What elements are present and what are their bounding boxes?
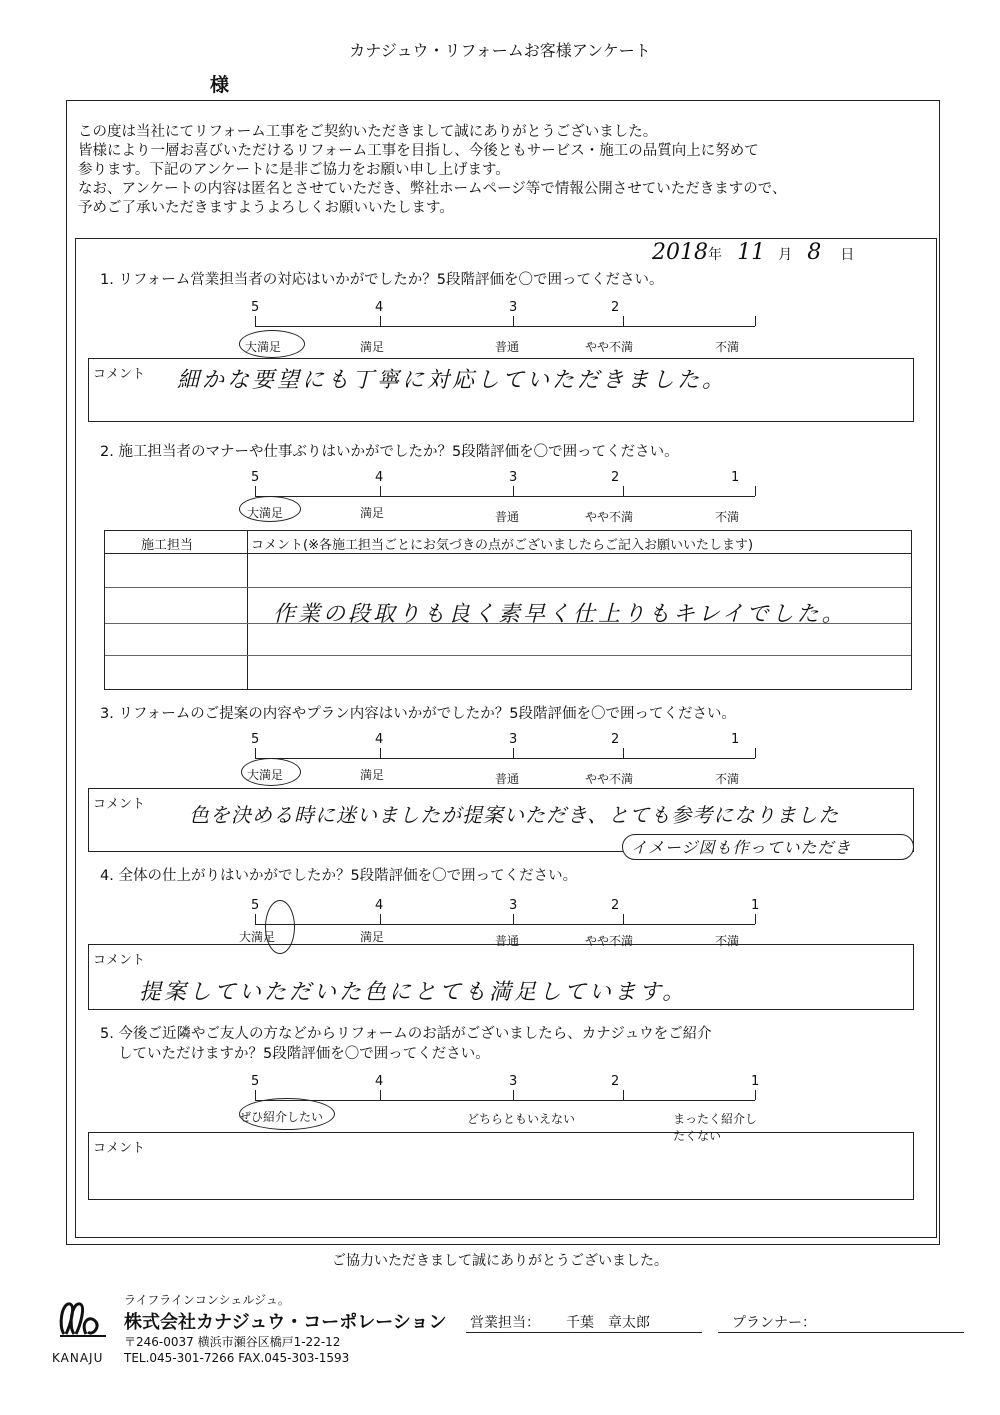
thanks-message: ご協力いただきまして誠にありがとうございました。 [332, 1253, 668, 1269]
scale-label: 大満足 [247, 506, 284, 520]
scale-number: 2 [611, 898, 620, 913]
footer-company-name: 株式会社カナジュウ・コーポレーション [124, 1312, 447, 1333]
comment-text-4: 提案していただいた色にとても満足しています。 [139, 980, 688, 1005]
scale-number: 2 [611, 300, 620, 315]
comment-label: コメント [93, 953, 146, 968]
table-column-divider [247, 531, 248, 689]
question-3: 3. リフォームのご提案の内容やプラン内容はいかがでしたか？5段階評価を〇で囲ってください。 [100, 706, 736, 722]
scale-number: 5 [251, 1074, 260, 1089]
selected-rating-circle [241, 758, 301, 786]
scale-label: どちらともいえない [467, 1112, 576, 1126]
scale-tick [380, 914, 381, 924]
table-header-comment: コメント(※各施工担当ごとにお気づきの点がございましたらご記入お願いいたします) [251, 538, 754, 553]
intro-line: 皆様により一層お喜びいただけるリフォーム工事を目指し、今後ともサービス・施工の品質向上に努めて [78, 143, 759, 159]
date-year: 2018 [652, 240, 708, 265]
scale-tick [755, 914, 756, 924]
scale-label: やや不満 [585, 340, 634, 354]
scale-label: やや不満 [585, 934, 634, 948]
date-month: 11 [737, 240, 766, 265]
scale-label: 普通 [495, 510, 520, 524]
scale-tick [380, 316, 381, 326]
scale-number: 1 [731, 732, 740, 747]
rating-scale-1 [245, 300, 765, 360]
scale-tick [623, 316, 624, 326]
scale-line [255, 496, 755, 497]
scale-tick [623, 1090, 624, 1100]
question-5-line-2: していただけますか？5段階評価を〇で囲ってください。 [118, 1046, 490, 1062]
scale-label: やや不満 [585, 772, 634, 786]
comment-box-5 [88, 1132, 914, 1200]
scale-number: 3 [509, 898, 518, 913]
scale-number: 2 [611, 1074, 620, 1089]
intro-line: なお、アンケートの内容は匿名とさせていただき、弊社ホームページ等で情報公開させていただきますので、 [78, 181, 787, 197]
scale-number: 5 [251, 898, 260, 913]
comment-label: コメント [93, 367, 146, 382]
comment-text-2: 作業の段取りも良く素早く仕上りもキレイでした。 [273, 602, 847, 627]
intro-line: 予めご了承いただきますようよろしくお願いいたします。 [78, 200, 454, 216]
comment-text-1: 細かな要望にも丁寧に対応していただきました。 [177, 368, 728, 393]
scale-tick [380, 486, 381, 496]
scale-number: 3 [509, 732, 518, 747]
selected-rating-circle [239, 496, 301, 522]
scale-tick [513, 914, 514, 924]
scale-label: 満足 [360, 340, 385, 354]
question-1: 1. リフォーム営業担当者の対応はいかがでしたか？5段階評価を〇で囲ってください。 [100, 272, 664, 288]
survey-title: カナジュウ・リフォームお客様アンケート [349, 41, 651, 60]
date-day: 8 [807, 240, 822, 265]
scale-tick [513, 486, 514, 496]
scale-tick [255, 486, 256, 496]
comment-text-3: 色を決める時に迷いましたが提案いただき、とても参考になりました [189, 803, 840, 827]
customer-honorific: 様 [210, 74, 230, 96]
scale-label: ぜひ紹介したい [239, 1110, 324, 1124]
scale-number: 2 [611, 732, 620, 747]
scale-label: 不満 [715, 510, 740, 524]
footer-address: 〒246-0037 横浜市瀬谷区橋戸1-22-12 [124, 1335, 341, 1349]
planner-underline [718, 1332, 964, 1333]
scale-tick [255, 316, 256, 326]
comment-box-1 [88, 358, 914, 422]
scale-number: 1 [751, 1074, 760, 1089]
scale-number: 5 [251, 300, 260, 315]
scale-tick [380, 748, 381, 758]
scale-label: 不満 [715, 340, 740, 354]
scale-label: 満足 [360, 930, 385, 944]
scale-number: 4 [375, 470, 384, 485]
footer-brand: KANAJU [52, 1351, 104, 1365]
scale-number: 5 [251, 470, 260, 485]
scale-number: 4 [375, 898, 384, 913]
scale-label: 普通 [495, 934, 520, 948]
scale-number: 5 [251, 732, 260, 747]
scale-label: 満足 [360, 506, 385, 520]
scale-number: 1 [731, 470, 740, 485]
scale-number: 3 [509, 1074, 518, 1089]
rating-scale-3 [245, 732, 765, 792]
scale-tick [755, 748, 756, 758]
scale-tick [255, 748, 256, 758]
selected-rating-circle [239, 1098, 335, 1130]
sales-rep-underline [466, 1332, 702, 1333]
rating-scale-2 [245, 470, 765, 530]
comment-insert-bubble [622, 834, 914, 860]
scale-line [255, 326, 755, 327]
comment-box-4 [88, 944, 914, 1010]
scale-number: 1 [751, 898, 760, 913]
date-month-unit: 月 [778, 247, 793, 263]
scale-number: 2 [611, 470, 620, 485]
scale-line [255, 1100, 755, 1101]
scale-tick [623, 914, 624, 924]
scale-label: 不満 [715, 772, 740, 786]
scale-tick [513, 1090, 514, 1100]
scale-line [255, 758, 755, 759]
staff-comment-table [104, 530, 912, 690]
intro-line: 参ります。下記のアンケートに是非ご協力をお願い申し上げます。 [78, 162, 510, 178]
table-row-line [105, 587, 911, 588]
scale-label: 不満 [715, 934, 740, 948]
scale-number: 4 [375, 300, 384, 315]
footer-tagline: ライフラインコンシェルジュ。 [124, 1293, 290, 1307]
scale-number: 4 [375, 732, 384, 747]
scale-label: 大満足 [247, 768, 284, 782]
scale-tick [755, 316, 756, 326]
comment-label: コメント [93, 797, 146, 812]
scale-tick [255, 1090, 256, 1100]
scale-number: 4 [375, 1074, 384, 1089]
scale-tick [623, 486, 624, 496]
question-4: 4. 全体の仕上がりはいかがでしたか？5段階評価を〇で囲ってください。 [100, 868, 578, 884]
scale-tick [755, 1090, 756, 1100]
scale-number: 3 [509, 470, 518, 485]
scale-tick [513, 748, 514, 758]
scale-line [255, 924, 755, 925]
scale-label: やや不満 [585, 510, 634, 524]
scale-tick [513, 316, 514, 326]
footer-tel-fax: TEL.045-301-7266 FAX.045-303-1593 [124, 1351, 350, 1365]
question-2: 2. 施工担当者のマナーや仕事ぶりはいかがでしたか？5段階評価を〇で囲ってください。 [100, 444, 679, 460]
intro-line: この度は当社にてリフォーム工事をご契約いただきまして誠にありがとうございました。 [78, 124, 658, 140]
comment-label: コメント [93, 1141, 146, 1156]
scale-label: 大満足 [245, 340, 282, 354]
scale-tick [380, 1090, 381, 1100]
selected-rating-circle [239, 330, 305, 358]
date-day-unit: 日 [840, 247, 855, 263]
scale-label: 普通 [495, 340, 520, 354]
comment-insert-text: イメージ図も作っていただき [631, 838, 852, 857]
scale-label: 満足 [360, 768, 385, 782]
sales-rep-name: 千葉 章太郎 [566, 1315, 650, 1331]
scale-label: 普通 [495, 772, 520, 786]
intro-text [78, 123, 938, 218]
scale-tick [255, 914, 256, 924]
scale-label: 大満足 [239, 930, 276, 944]
scale-tick [755, 486, 756, 496]
company-logo [56, 1296, 116, 1340]
table-row-line [105, 655, 911, 656]
question-5: 5. 今後ご近隣やご友人の方などからリフォームのお話がございましたら、カナジュウをご紹介 [100, 1026, 712, 1042]
sales-rep-label: 営業担当： [470, 1315, 540, 1331]
survey-date [652, 240, 854, 265]
scale-number: 3 [509, 300, 518, 315]
rating-scale-5 [239, 1074, 765, 1143]
date-year-unit: 年 [708, 247, 722, 263]
scale-label: まったく紹介したくない [673, 1112, 758, 1143]
scale-tick [623, 748, 624, 758]
planner-label: プランナー： [732, 1315, 816, 1331]
table-header-staff: 施工担当 [141, 538, 194, 553]
